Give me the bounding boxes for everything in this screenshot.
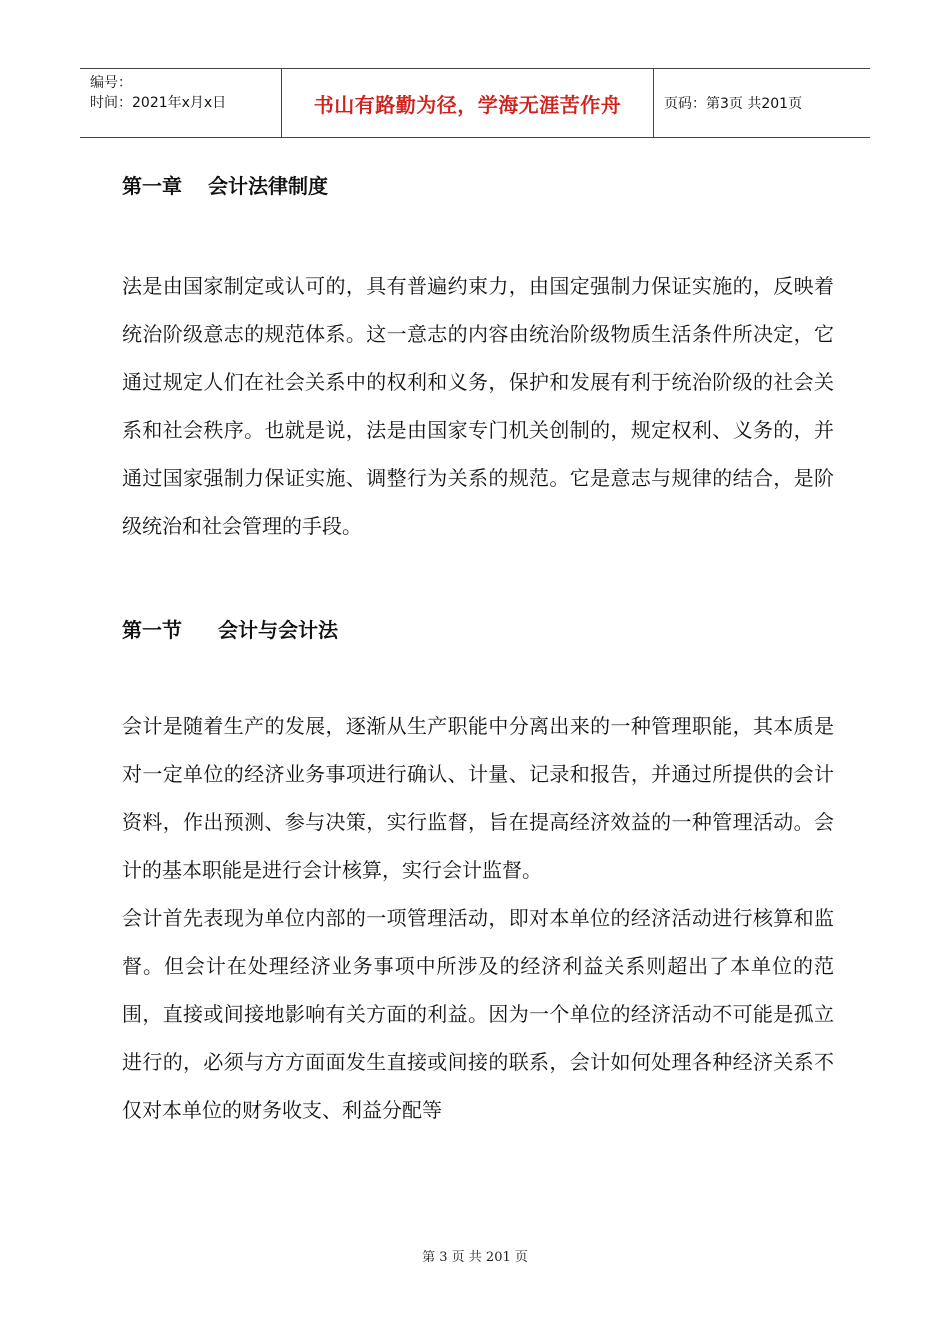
chapter-label: 第一章 xyxy=(122,174,182,198)
header-page-info: 页码：第3页 共201页 xyxy=(664,96,803,112)
page-header xyxy=(80,68,870,138)
section-paragraph-2: 会计首先表现为单位内部的一项管理活动，即对本单位的经济活动进行核算和监督。但会计在处理经济业务事项中所涉及的经济利益关系则超出了本单位的范围，直接或间接地影响有关方面的利益。因为一个单位的经济活动不可能是孤立进行的，必须与方方面面发生直接或间接的联系，会计如何处理各种经济关系不仅对本单位的财务收支、利益分配等 xyxy=(122,906,834,1122)
header-meta xyxy=(80,69,282,137)
chapter-title: 会计法律制度 xyxy=(208,174,328,198)
page-footer: 第 3 页 共 201 页 xyxy=(422,1250,528,1265)
header-motto: 书山有路勤为径，学海无涯苦作舟 xyxy=(282,69,654,137)
document-body xyxy=(122,168,834,1134)
section-paragraph-1: 会计是随着生产的发展，逐渐从生产职能中分离出来的一种管理职能，其本质是对一定单位的经济业务事项进行确认、计量、记录和报告，并通过所提供的会计资料，作出预测、参与决策，实行监督，旨在提高经济效益的一种管理活动。会计的基本职能是进行会计核算，实行会计监督。 xyxy=(122,714,834,882)
chapter-paragraph: 法是由国家制定或认可的，具有普遍约束力，由国定强制力保证实施的，反映着统治阶级意志的规范体系。这一意志的内容由统治阶级物质生活条件所决定，它通过规定人们在社会关系中的权利和义务，保护和发展有利于统治阶级的社会关系和社会秩序。也就是说，法是由国家专门机关创制的，规定权利、义务的，并通过国家强制力保证实施、调整行为关系的规范。它是意志与规律的结合，是阶级统治和社会管理的手段。 xyxy=(122,274,834,538)
document-number-label: 编号： xyxy=(90,75,132,91)
section-title: 会计与会计法 xyxy=(218,618,338,642)
section-heading xyxy=(122,612,834,648)
document-date: 时间：2021年x月x日 xyxy=(90,95,227,111)
section-label: 第一节 xyxy=(122,618,182,642)
chapter-heading xyxy=(122,168,834,204)
